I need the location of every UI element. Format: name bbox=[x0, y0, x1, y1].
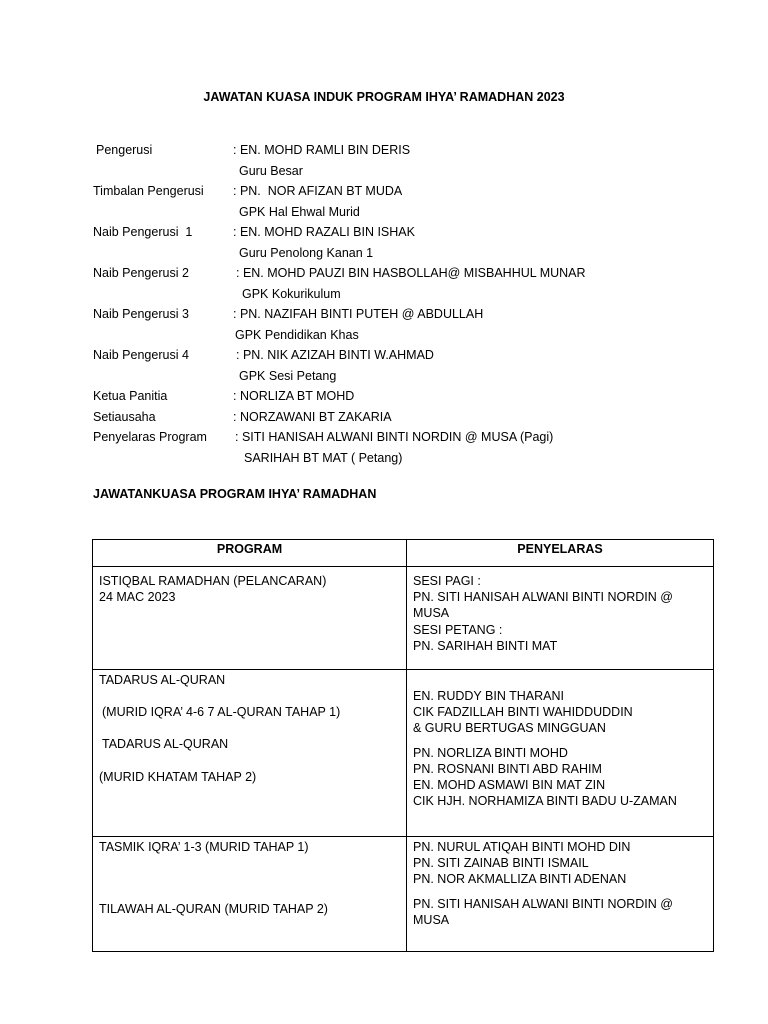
committee-row bbox=[93, 222, 713, 263]
committee-row bbox=[93, 386, 713, 407]
member-position: GPK Sesi Petang bbox=[239, 368, 337, 383]
role-label: Setiausaha bbox=[93, 409, 156, 424]
committee-row bbox=[93, 304, 713, 345]
role-label: Naib Pengerusi 1 bbox=[93, 225, 193, 239]
member-name: : NORZAWANI BT ZAKARIA bbox=[233, 409, 392, 424]
member-position: GPK Hal Ehwal Murid bbox=[239, 204, 360, 219]
role-label: Ketua Panitia bbox=[93, 389, 168, 403]
role-label: Penyelaras Program bbox=[93, 430, 207, 444]
member-name: : PN. NIK AZIZAH BINTI W.AHMAD bbox=[236, 348, 434, 362]
committee-row bbox=[93, 407, 713, 428]
role-label: Naib Pengerusi 3 bbox=[93, 307, 189, 321]
program-cell bbox=[93, 837, 407, 952]
program-line: ISTIQBAL RAMADHAN (PELANCARAN) bbox=[99, 574, 327, 588]
section-subtitle: JAWATANKUASA PROGRAM IHYA’ RAMADHAN bbox=[93, 487, 377, 501]
member-position: GPK Kokurikulum bbox=[242, 286, 341, 301]
coordinator-line: MUSA bbox=[413, 912, 450, 927]
member-position: GPK Pendidikan Khas bbox=[235, 327, 359, 342]
program-table bbox=[92, 539, 714, 952]
coordinator-line: CIK HJH. NORHAMIZA BINTI BADU U-ZAMAN bbox=[413, 794, 677, 809]
role-label: Timbalan Pengerusi bbox=[93, 184, 204, 198]
committee-row bbox=[93, 427, 713, 468]
member-position: Guru Besar bbox=[239, 163, 303, 178]
header-program: PROGRAM bbox=[93, 540, 407, 567]
member-name: : NORLIZA BT MOHD bbox=[233, 389, 355, 403]
program-line: (MURID IQRA’ 4-6 7 AL-QURAN TAHAP 1) bbox=[102, 705, 341, 720]
committee-row bbox=[93, 345, 713, 386]
coordinator-cell bbox=[407, 837, 714, 952]
coordinator-line: PN. ROSNANI BINTI ABD RAHIM bbox=[413, 761, 602, 776]
program-line: TADARUS AL-QURAN bbox=[102, 737, 229, 752]
program-line: 24 MAC 2023 bbox=[99, 590, 176, 605]
coordinator-line: PN. NOR AKMALLIZA BINTI ADENAN bbox=[413, 872, 627, 887]
coordinator-line: PN. SITI HANISAH ALWANI BINTI NORDIN @ bbox=[413, 896, 673, 911]
member-name: : EN. MOHD PAUZI BIN HASBOLLAH@ MISBAHHUL MUNAR bbox=[236, 266, 586, 280]
coordinator-line: & GURU BERTUGAS MINGGUAN bbox=[413, 721, 606, 736]
member-name: : EN. MOHD RAMLI BIN DERIS bbox=[233, 143, 411, 157]
role-label: Naib Pengerusi 4 bbox=[93, 348, 189, 362]
coordinator-line: CIK FADZILLAH BINTI WAHIDDUDDIN bbox=[413, 705, 633, 720]
coordinator-line: MUSA bbox=[413, 606, 450, 621]
coordinator-cell bbox=[407, 670, 714, 837]
committee-row bbox=[93, 140, 713, 181]
role-label: Naib Pengerusi 2 bbox=[93, 266, 189, 280]
table-row bbox=[93, 567, 714, 670]
member-name: : SITI HANISAH ALWANI BINTI NORDIN @ MUSA (Pagi) bbox=[235, 430, 554, 444]
coordinator-line: EN. MOHD ASMAWI BIN MAT ZIN bbox=[413, 778, 606, 793]
coordinator-line: PN. NORLIZA BINTI MOHD bbox=[413, 745, 568, 760]
program-line: (MURID KHATAM TAHAP 2) bbox=[99, 769, 257, 784]
table-header-row bbox=[93, 540, 714, 567]
program-cell bbox=[93, 670, 407, 837]
coordinator-line: PN. SARIHAH BINTI MAT bbox=[413, 638, 558, 653]
coordinator-line: PN. NURUL ATIQAH BINTI MOHD DIN bbox=[413, 840, 631, 854]
header-coordinator: PENYELARAS bbox=[407, 540, 714, 567]
program-line: TADARUS AL-QURAN bbox=[99, 673, 226, 687]
table-row bbox=[93, 670, 714, 837]
table-row bbox=[93, 837, 714, 952]
member-position: Guru Penolong Kanan 1 bbox=[239, 245, 374, 260]
member-name: : PN. NAZIFAH BINTI PUTEH @ ABDULLAH bbox=[233, 307, 484, 321]
program-line: TASMIK IQRA’ 1-3 (MURID TAHAP 1) bbox=[99, 840, 309, 854]
coordinator-line: PN. SITI ZAINAB BINTI ISMAIL bbox=[413, 856, 589, 871]
program-cell bbox=[93, 567, 407, 670]
coordinator-line: SESI PETANG : bbox=[413, 622, 503, 637]
coordinator-line: PN. SITI HANISAH ALWANI BINTI NORDIN @ bbox=[413, 590, 673, 605]
coordinator-line: EN. RUDDY BIN THARANI bbox=[413, 689, 564, 703]
committee-row bbox=[93, 263, 713, 304]
coordinator-cell bbox=[407, 567, 714, 670]
member-name: : EN. MOHD RAZALI BIN ISHAK bbox=[233, 225, 415, 239]
committee-row bbox=[93, 181, 713, 222]
program-line: TILAWAH AL-QURAN (MURID TAHAP 2) bbox=[99, 902, 328, 917]
coordinator-line: SESI PAGI : bbox=[413, 574, 481, 588]
document-title: JAWATAN KUASA INDUK PROGRAM IHYA’ RAMADHAN 2023 bbox=[203, 90, 565, 104]
role-label: Pengerusi bbox=[96, 143, 153, 157]
member-position: SARIHAH BT MAT ( Petang) bbox=[244, 450, 403, 465]
main-committee-list bbox=[93, 140, 713, 468]
member-name: : PN. NOR AFIZAN BT MUDA bbox=[233, 184, 403, 198]
